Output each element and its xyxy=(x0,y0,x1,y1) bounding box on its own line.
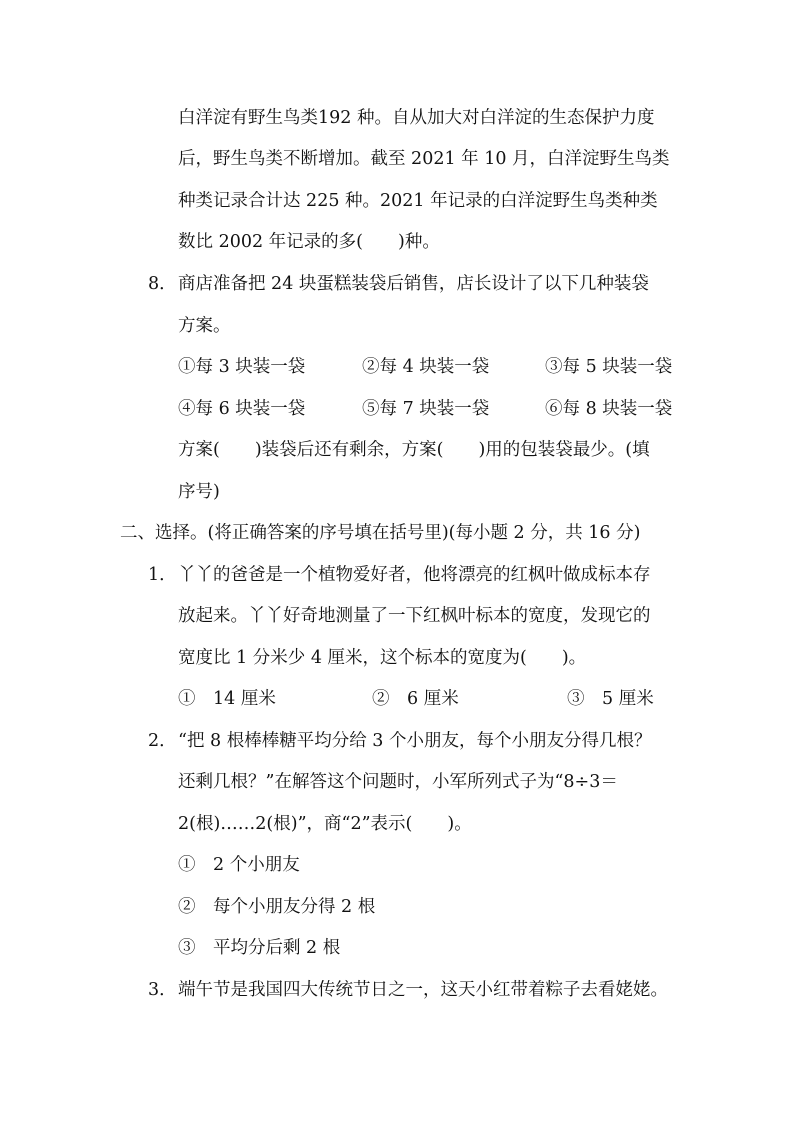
c2-line-2: 还剩几根？”在解答这个问题时，小军所列式子为“8÷3＝ xyxy=(178,772,618,792)
q8-option-6: ⑥每 8 块装一袋 xyxy=(545,399,673,419)
c2-line-1: “把 8 根棒棒糖平均分给 3 个小朋友，每个小朋友分得几根？ xyxy=(178,731,652,751)
q8-number: 8． xyxy=(148,274,177,294)
c2-number: 2． xyxy=(148,731,177,751)
section-2-heading: 二、选择。(将正确答案的序号填在括号里)(每小题 2 分，共 16 分) xyxy=(120,523,641,543)
q8-line-2: 方案。 xyxy=(178,316,231,336)
c2-option-2: ② 每个小朋友分得 2 根 xyxy=(178,897,376,917)
q7-line-4: 数比 2002 年记录的多( )种。 xyxy=(178,232,440,252)
q8-option-2: ②每 4 块装一袋 xyxy=(362,357,490,377)
q8-option-4: ④每 6 块装一袋 xyxy=(178,399,306,419)
c1-line-1: 丫丫的爸爸是一个植物爱好者，他将漂亮的红枫叶做成标本存 xyxy=(178,565,651,585)
c2-option-3: ③ 平均分后剩 2 根 xyxy=(178,938,341,958)
q7-line-3: 种类记录合计达 225 种。2021 年记录的白洋淀野生鸟类种类 xyxy=(178,191,658,211)
q8-answer-line-1: 方案( )装袋后还有剩余，方案( )用的包装袋最少。(填 xyxy=(178,440,650,460)
c1-line-2: 放起来。丫丫好奇地测量了一下红枫叶标本的宽度，发现它的 xyxy=(178,606,651,626)
c2-line-3: 2(根)……2(根)”，商“2”表示( )。 xyxy=(178,814,472,834)
c1-option-2: ② 6 厘米 xyxy=(372,689,459,709)
q7-line-2: 后，野生鸟类不断增加。截至 2021 年 10 月，白洋淀野生鸟类 xyxy=(178,149,670,169)
c1-line-3: 宽度比 1 分米少 4 厘米，这个标本的宽度为( )。 xyxy=(178,648,587,668)
q8-line-1: 商店准备把 24 块蛋糕装袋后销售，店长设计了以下几种装袋 xyxy=(178,274,649,294)
q8-option-3: ③每 5 块装一袋 xyxy=(545,357,673,377)
c3-number: 3． xyxy=(148,980,177,1000)
q8-option-5: ⑤每 7 块装一袋 xyxy=(362,399,490,419)
q8-answer-line-2: 序号) xyxy=(178,482,220,502)
q7-line-1: 白洋淀有野生鸟类192 种。自从加大对白洋淀的生态保护力度 xyxy=(178,108,655,128)
c1-number: 1． xyxy=(148,565,177,585)
c3-line-1: 端午节是我国四大传统节日之一，这天小红带着粽子去看姥姥。 xyxy=(178,980,668,1000)
c1-option-1: ① 14 厘米 xyxy=(178,689,276,709)
q8-option-1: ①每 3 块装一袋 xyxy=(178,357,306,377)
c2-option-1: ① 2 个小朋友 xyxy=(178,855,300,875)
c1-option-3: ③ 5 厘米 xyxy=(567,689,654,709)
